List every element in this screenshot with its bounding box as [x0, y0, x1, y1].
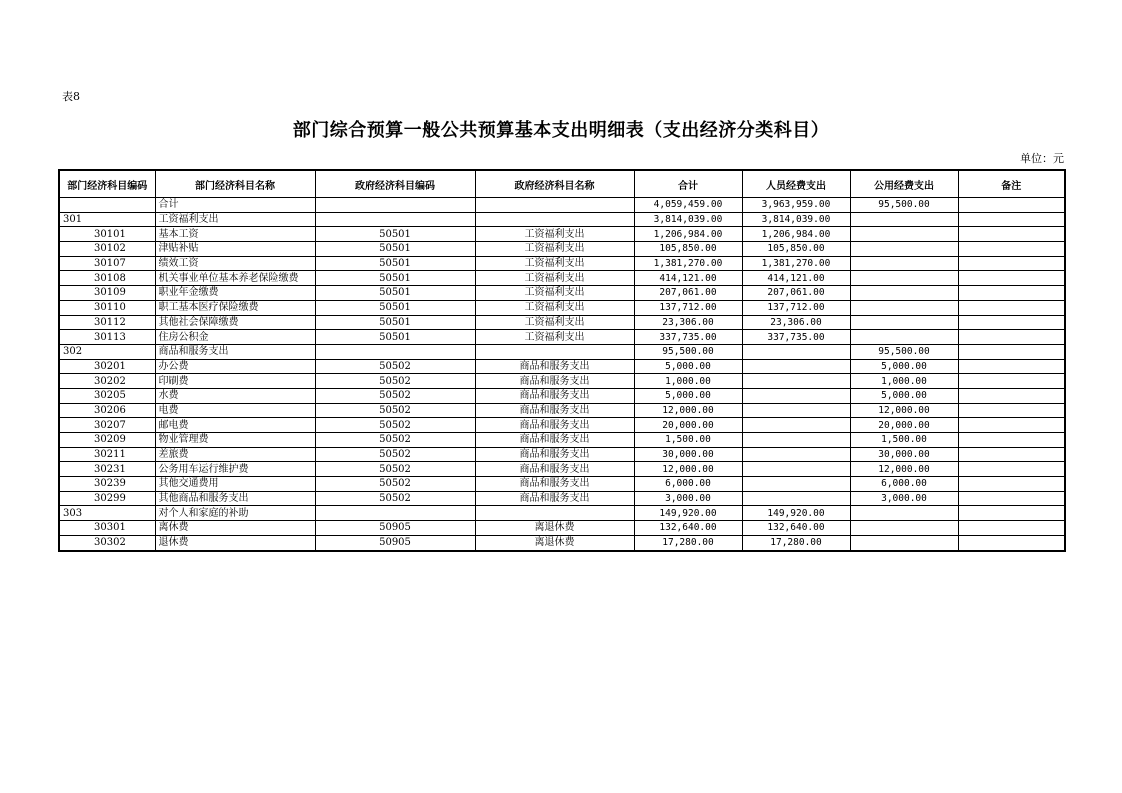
gov-code-cell: 50502: [315, 418, 475, 433]
dept-code-cell: 30112: [59, 315, 155, 330]
table-row: [59, 433, 1065, 448]
note-cell: [958, 242, 1065, 257]
dept-name-cell: 其他商品和服务支出: [155, 491, 315, 506]
gov-name-cell: 离退休费: [475, 535, 634, 550]
total-cell: 137,712.00: [634, 300, 742, 315]
personnel-cell: [742, 491, 850, 506]
gov-name-cell: 工资福利支出: [475, 315, 634, 330]
dept-name-cell: 差旅费: [155, 447, 315, 462]
gov-code-cell: [315, 198, 475, 213]
public-cell: 95,500.00: [850, 344, 958, 359]
dept-code-cell: 30110: [59, 300, 155, 315]
table-row: [59, 477, 1065, 492]
total-cell: 132,640.00: [634, 521, 742, 536]
note-cell: [958, 212, 1065, 227]
gov-name-cell: 商品和服务支出: [475, 433, 634, 448]
note-cell: [958, 403, 1065, 418]
gov-name-cell: [475, 198, 634, 213]
total-cell: 1,000.00: [634, 374, 742, 389]
gov-name-cell: 商品和服务支出: [475, 491, 634, 506]
unit-label: 单位：元: [1020, 152, 1064, 165]
total-cell: 4,059,459.00: [634, 198, 742, 213]
gov-name-cell: 工资福利支出: [475, 242, 634, 257]
personnel-cell: 23,306.00: [742, 315, 850, 330]
gov-code-cell: 50501: [315, 271, 475, 286]
note-cell: [958, 477, 1065, 492]
note-cell: [958, 256, 1065, 271]
personnel-cell: [742, 477, 850, 492]
total-cell: 3,000.00: [634, 491, 742, 506]
note-cell: [958, 198, 1065, 213]
personnel-cell: [742, 462, 850, 477]
dept-name-cell: 物业管理费: [155, 433, 315, 448]
public-cell: [850, 227, 958, 242]
gov-code-cell: 50501: [315, 242, 475, 257]
table-row: [59, 212, 1065, 227]
gov-code-cell: 50501: [315, 286, 475, 301]
note-cell: [958, 271, 1065, 286]
col-header-dept-code: 部门经济科目编码: [59, 170, 155, 198]
table-row: [59, 242, 1065, 257]
gov-code-cell: 50501: [315, 315, 475, 330]
col-header-total: 合计: [634, 170, 742, 198]
gov-code-cell: [315, 344, 475, 359]
dept-name-cell: 退休费: [155, 535, 315, 550]
public-cell: [850, 256, 958, 271]
dept-code-cell: [59, 198, 155, 213]
table-row: [59, 198, 1065, 213]
note-cell: [958, 418, 1065, 433]
gov-code-cell: 50502: [315, 359, 475, 374]
gov-code-cell: [315, 506, 475, 521]
public-cell: 12,000.00: [850, 403, 958, 418]
col-header-public: 公用经费支出: [850, 170, 958, 198]
total-cell: 5,000.00: [634, 359, 742, 374]
dept-name-cell: 公务用车运行维护费: [155, 462, 315, 477]
dept-name-cell: 办公费: [155, 359, 315, 374]
dept-code-cell: 302: [59, 344, 155, 359]
public-cell: [850, 521, 958, 536]
personnel-cell: 3,963,959.00: [742, 198, 850, 213]
gov-code-cell: 50502: [315, 447, 475, 462]
dept-name-cell: 印刷费: [155, 374, 315, 389]
dept-name-cell: 其他交通费用: [155, 477, 315, 492]
public-cell: 5,000.00: [850, 388, 958, 403]
public-cell: 30,000.00: [850, 447, 958, 462]
dept-name-cell: 基本工资: [155, 227, 315, 242]
note-cell: [958, 433, 1065, 448]
public-cell: 20,000.00: [850, 418, 958, 433]
note-cell: [958, 359, 1065, 374]
gov-code-cell: 50502: [315, 403, 475, 418]
public-cell: [850, 315, 958, 330]
gov-name-cell: 离退休费: [475, 521, 634, 536]
personnel-cell: [742, 344, 850, 359]
gov-name-cell: 工资福利支出: [475, 227, 634, 242]
gov-name-cell: 工资福利支出: [475, 271, 634, 286]
note-cell: [958, 491, 1065, 506]
table-row: [59, 462, 1065, 477]
personnel-cell: 105,850.00: [742, 242, 850, 257]
col-header-personnel: 人员经费支出: [742, 170, 850, 198]
dept-name-cell: 其他社会保障缴费: [155, 315, 315, 330]
gov-code-cell: 50905: [315, 521, 475, 536]
public-cell: 1,500.00: [850, 433, 958, 448]
note-cell: [958, 330, 1065, 345]
dept-name-cell: 绩效工资: [155, 256, 315, 271]
dept-name-cell: 商品和服务支出: [155, 344, 315, 359]
table-number: 表8: [62, 90, 80, 103]
gov-name-cell: 工资福利支出: [475, 300, 634, 315]
note-cell: [958, 315, 1065, 330]
note-cell: [958, 462, 1065, 477]
dept-code-cell: 30207: [59, 418, 155, 433]
public-cell: [850, 330, 958, 345]
personnel-cell: [742, 418, 850, 433]
total-cell: 12,000.00: [634, 462, 742, 477]
public-cell: 6,000.00: [850, 477, 958, 492]
table-row: [59, 256, 1065, 271]
personnel-cell: [742, 388, 850, 403]
gov-code-cell: 50502: [315, 462, 475, 477]
note-cell: [958, 535, 1065, 550]
note-cell: [958, 344, 1065, 359]
dept-code-cell: 30299: [59, 491, 155, 506]
gov-code-cell: 50501: [315, 256, 475, 271]
public-cell: [850, 212, 958, 227]
gov-code-cell: 50501: [315, 300, 475, 315]
gov-code-cell: 50502: [315, 491, 475, 506]
total-cell: 1,500.00: [634, 433, 742, 448]
gov-name-cell: 商品和服务支出: [475, 359, 634, 374]
personnel-cell: 149,920.00: [742, 506, 850, 521]
table-row: [59, 286, 1065, 301]
gov-name-cell: 工资福利支出: [475, 330, 634, 345]
gov-name-cell: 工资福利支出: [475, 286, 634, 301]
total-cell: 12,000.00: [634, 403, 742, 418]
public-cell: 1,000.00: [850, 374, 958, 389]
total-cell: 3,814,039.00: [634, 212, 742, 227]
personnel-cell: 137,712.00: [742, 300, 850, 315]
dept-code-cell: 30202: [59, 374, 155, 389]
total-cell: 207,061.00: [634, 286, 742, 301]
note-cell: [958, 521, 1065, 536]
col-header-gov-name: 政府经济科目名称: [475, 170, 634, 198]
dept-code-cell: 30209: [59, 433, 155, 448]
public-cell: [850, 535, 958, 550]
note-cell: [958, 300, 1065, 315]
note-cell: [958, 374, 1065, 389]
personnel-cell: [742, 403, 850, 418]
dept-name-cell: 住房公积金: [155, 330, 315, 345]
table-row: [59, 374, 1065, 389]
gov-name-cell: [475, 506, 634, 521]
gov-name-cell: 商品和服务支出: [475, 388, 634, 403]
public-cell: [850, 286, 958, 301]
public-cell: 3,000.00: [850, 491, 958, 506]
dept-code-cell: 30109: [59, 286, 155, 301]
table-row: [59, 506, 1065, 521]
personnel-cell: 1,381,270.00: [742, 256, 850, 271]
gov-code-cell: 50501: [315, 330, 475, 345]
table-row: [59, 300, 1065, 315]
total-cell: 17,280.00: [634, 535, 742, 550]
dept-name-cell: 邮电费: [155, 418, 315, 433]
personnel-cell: 17,280.00: [742, 535, 850, 550]
dept-code-cell: 30107: [59, 256, 155, 271]
dept-name-cell: 职业年金缴费: [155, 286, 315, 301]
public-cell: [850, 242, 958, 257]
note-cell: [958, 506, 1065, 521]
table-row: [59, 521, 1065, 536]
gov-name-cell: [475, 344, 634, 359]
dept-code-cell: 30101: [59, 227, 155, 242]
note-cell: [958, 286, 1065, 301]
gov-name-cell: 商品和服务支出: [475, 477, 634, 492]
dept-code-cell: 30201: [59, 359, 155, 374]
table-row: [59, 315, 1065, 330]
public-cell: [850, 506, 958, 521]
gov-name-cell: [475, 212, 634, 227]
dept-name-cell: 离休费: [155, 521, 315, 536]
gov-name-cell: 商品和服务支出: [475, 403, 634, 418]
gov-code-cell: 50502: [315, 433, 475, 448]
personnel-cell: [742, 359, 850, 374]
gov-name-cell: 商品和服务支出: [475, 447, 634, 462]
table-row: [59, 491, 1065, 506]
gov-name-cell: 商品和服务支出: [475, 418, 634, 433]
gov-code-cell: [315, 212, 475, 227]
total-cell: 30,000.00: [634, 447, 742, 462]
dept-name-cell: 工资福利支出: [155, 212, 315, 227]
personnel-cell: [742, 433, 850, 448]
dept-code-cell: 30302: [59, 535, 155, 550]
gov-code-cell: 50502: [315, 374, 475, 389]
total-cell: 105,850.00: [634, 242, 742, 257]
personnel-cell: 207,061.00: [742, 286, 850, 301]
dept-name-cell: 电费: [155, 403, 315, 418]
personnel-cell: 414,121.00: [742, 271, 850, 286]
note-cell: [958, 388, 1065, 403]
table-header-row: [59, 170, 1065, 198]
dept-name-cell: 合计: [155, 198, 315, 213]
personnel-cell: 337,735.00: [742, 330, 850, 345]
dept-code-cell: 303: [59, 506, 155, 521]
gov-code-cell: 50502: [315, 388, 475, 403]
dept-code-cell: 30108: [59, 271, 155, 286]
total-cell: 5,000.00: [634, 388, 742, 403]
table-row: [59, 418, 1065, 433]
public-cell: 12,000.00: [850, 462, 958, 477]
total-cell: 414,121.00: [634, 271, 742, 286]
total-cell: 23,306.00: [634, 315, 742, 330]
table-row: [59, 388, 1065, 403]
note-cell: [958, 227, 1065, 242]
dept-code-cell: 30205: [59, 388, 155, 403]
page-title: 部门综合预算一般公共预算基本支出明细表（支出经济分类科目）: [292, 120, 830, 141]
table-row: [59, 227, 1065, 242]
gov-name-cell: 商品和服务支出: [475, 462, 634, 477]
dept-code-cell: 30239: [59, 477, 155, 492]
table-row: [59, 271, 1065, 286]
personnel-cell: 3,814,039.00: [742, 212, 850, 227]
dept-name-cell: 对个人和家庭的补助: [155, 506, 315, 521]
col-header-dept-name: 部门经济科目名称: [155, 170, 315, 198]
total-cell: 95,500.00: [634, 344, 742, 359]
table-row: [59, 330, 1065, 345]
personnel-cell: [742, 447, 850, 462]
dept-name-cell: 津贴补贴: [155, 242, 315, 257]
table-row: [59, 535, 1065, 550]
table-row: [59, 344, 1065, 359]
gov-code-cell: 50502: [315, 477, 475, 492]
gov-name-cell: 工资福利支出: [475, 256, 634, 271]
total-cell: 337,735.00: [634, 330, 742, 345]
gov-code-cell: 50905: [315, 535, 475, 550]
table-row: [59, 403, 1065, 418]
dept-code-cell: 30102: [59, 242, 155, 257]
total-cell: 20,000.00: [634, 418, 742, 433]
total-cell: 6,000.00: [634, 477, 742, 492]
note-cell: [958, 447, 1065, 462]
public-cell: 95,500.00: [850, 198, 958, 213]
personnel-cell: [742, 374, 850, 389]
dept-name-cell: 水费: [155, 388, 315, 403]
dept-name-cell: 职工基本医疗保险缴费: [155, 300, 315, 315]
dept-code-cell: 30113: [59, 330, 155, 345]
table-row: [59, 359, 1065, 374]
total-cell: 149,920.00: [634, 506, 742, 521]
gov-code-cell: 50501: [315, 227, 475, 242]
personnel-cell: 132,640.00: [742, 521, 850, 536]
dept-code-cell: 30211: [59, 447, 155, 462]
dept-code-cell: 30206: [59, 403, 155, 418]
personnel-cell: 1,206,984.00: [742, 227, 850, 242]
total-cell: 1,206,984.00: [634, 227, 742, 242]
table-row: [59, 447, 1065, 462]
public-cell: 5,000.00: [850, 359, 958, 374]
col-header-note: 备注: [958, 170, 1065, 198]
dept-code-cell: 30301: [59, 521, 155, 536]
budget-table: [58, 169, 1066, 552]
dept-code-cell: 301: [59, 212, 155, 227]
public-cell: [850, 271, 958, 286]
dept-name-cell: 机关事业单位基本养老保险缴费: [155, 271, 315, 286]
gov-name-cell: 商品和服务支出: [475, 374, 634, 389]
total-cell: 1,381,270.00: [634, 256, 742, 271]
public-cell: [850, 300, 958, 315]
dept-code-cell: 30231: [59, 462, 155, 477]
col-header-gov-code: 政府经济科目编码: [315, 170, 475, 198]
